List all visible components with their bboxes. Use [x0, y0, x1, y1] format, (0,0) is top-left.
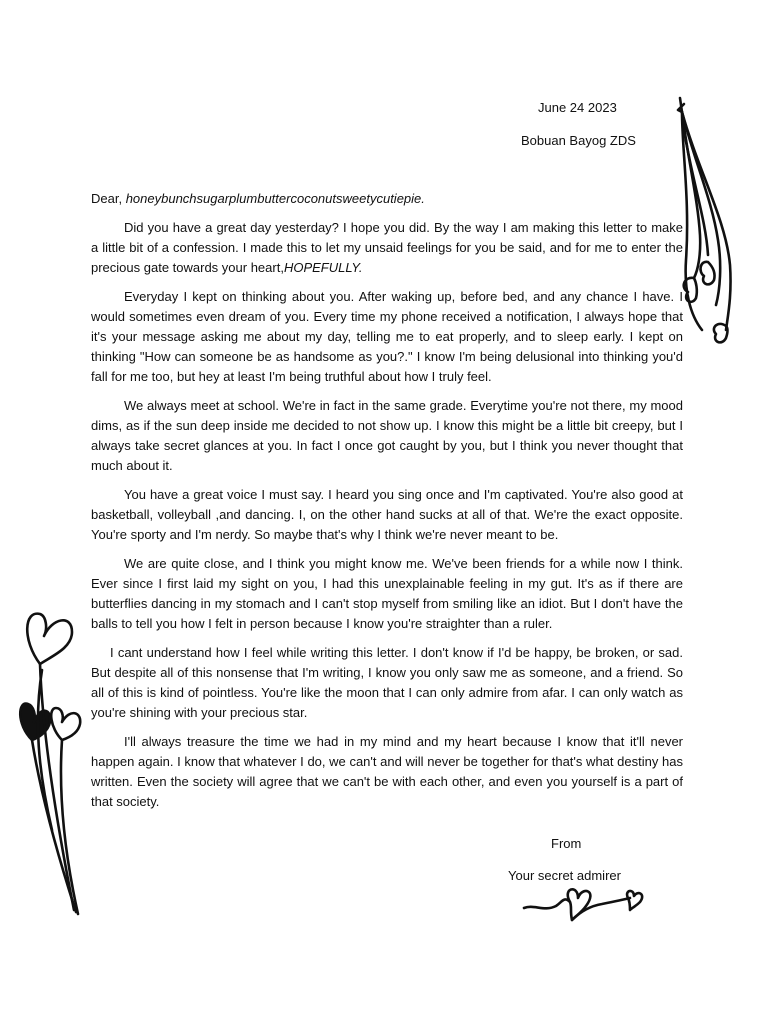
- greeting-prefix: Dear,: [91, 191, 126, 206]
- paragraph-thinking: Everyday I kept on thinking about you. After waking up, before bed, and any chance I have. I would sometimes even dream of you. Every time my phone received a notification, I always hope that it's your message asking me about my day, telling me to eat properly, and to sleep early. I kept on thinking "How can someone be as handsome as you?." I know I'm being delusional into thinking you'd fall for me too, but hey at least I'm being truthful about how I truly feel.: [91, 289, 683, 384]
- heart-flourish-signature-icon: [520, 882, 650, 926]
- paragraph-treasure: I'll always treasure the time we had in my mind and my heart because I know that it'll never happen again. I know that whatever I do, we can't and will never be together for that's what destiny has written. Even the society will agree that we can't be with each other, and even you yourself is a part of that society.: [91, 734, 683, 809]
- paragraph-text: Did you have a great day yesterday? I hope you did. By the way I am making this letter to make a little bit of a confession. I made this to let my unsaid feelings for you be said, and for me to enter the precious gate towards your heart,: [91, 220, 683, 275]
- letter-closing: Your secret admirer: [508, 868, 621, 883]
- letter-author: Bobuan Bayog ZDS: [521, 133, 636, 148]
- letter-greeting: [91, 189, 683, 209]
- paragraph-emphasis: HOPEFULLY.: [283, 260, 363, 275]
- paragraph-confession: [91, 218, 683, 278]
- letter-body: [91, 189, 683, 821]
- paragraph-voice: You have a great voice I must say. I heard you sing once and I'm captivated. You're also good at basketball, volleyball ,and dancing. I, on the other hand sucks at all of that. We're the exact opposite. You're sporty and I'm nerdy. So maybe that's why I think we're never meant to be.: [91, 487, 683, 542]
- paragraph-school: We always meet at school. We're in fact in the same grade. Everytime you're not there, my mood dims, as if the sun deep inside me decided to not show up. I know this might be a little bit creepy, but I always take secret glances at you. In fact I once got caught by you, but I think you never thought that much about it.: [91, 398, 683, 473]
- paragraph-close: We are quite close, and I think you might know me. We've been friends for a while now I think. Ever since I first laid my sight on you, I had this unexplainable feeling in my gut. It's as if there are butterflies dancing in my stomach and I can't stop myself from smiling like an idiot. But I don't have the balls to tell you how I felt in person because I know you're straighter than a ruler.: [91, 556, 683, 631]
- paragraph-feelings: I cant understand how I feel while writing this letter. I don't know if I'd be happy, be broken, or sad. But despite all of this nonsense that I'm writing, I know you only saw me as someone, and a friend. So all of this is kind of pointless. You're like the moon that I can only admire from afar. I can only watch as you're shining with your precious star.: [91, 645, 683, 720]
- letter-date: June 24 2023: [538, 100, 617, 115]
- greeting-name: honeybunchsugarplumbuttercoconutsweetycutiepie.: [125, 191, 425, 206]
- heart-balloons-doodle-icon: [12, 600, 92, 920]
- letter-from: From: [551, 836, 582, 851]
- hanging-hearts-vine-icon: [668, 90, 748, 350]
